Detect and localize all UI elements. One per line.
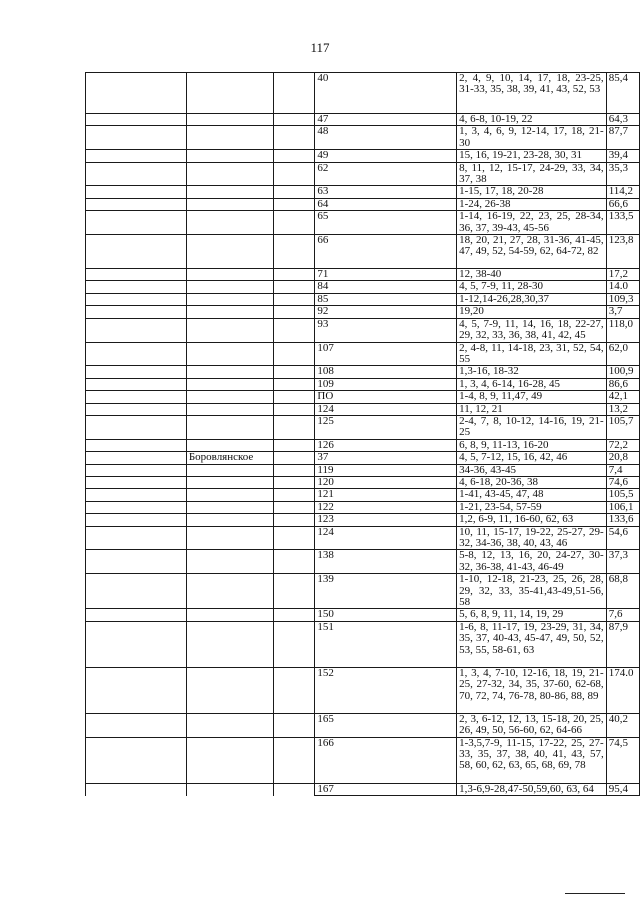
- quarter-number-cell: 85: [315, 293, 457, 305]
- column-1-cell: [86, 211, 187, 235]
- table-row: [86, 550, 640, 574]
- area-cell: 74,5: [606, 737, 639, 783]
- table-row: [86, 235, 640, 269]
- column-1-cell: [86, 667, 187, 713]
- district-cell: [186, 126, 273, 150]
- footer-rule: [565, 893, 625, 894]
- column-1-cell: [86, 621, 187, 667]
- vydels-cell: 10, 11, 15-17, 19-22, 25-27, 29-32, 34-36, 38, 40, 43, 46: [457, 526, 607, 550]
- vydels-cell: 5, 6, 8, 9, 11, 14, 19, 29: [457, 609, 607, 621]
- area-cell: 86,6: [606, 378, 639, 390]
- page-number: 117: [310, 40, 330, 55]
- table-row: [86, 574, 640, 609]
- column-3-cell: [274, 415, 315, 439]
- column-3-cell: [274, 126, 315, 150]
- district-cell: [186, 574, 273, 609]
- table-row: [86, 150, 640, 162]
- column-1-cell: [86, 514, 187, 526]
- vydels-cell: 4, 5, 7-9, 11, 28-30: [457, 281, 607, 293]
- column-3-cell: [274, 318, 315, 342]
- table-body: [86, 73, 640, 796]
- area-cell: 72,2: [606, 439, 639, 451]
- vydels-cell: 11, 12, 21: [457, 403, 607, 415]
- column-1-cell: [86, 783, 187, 795]
- district-cell: [186, 235, 273, 269]
- district-cell: [186, 489, 273, 501]
- area-cell: 37,3: [606, 550, 639, 574]
- area-cell: 40,2: [606, 713, 639, 737]
- column-1-cell: [86, 574, 187, 609]
- column-3-cell: [274, 73, 315, 114]
- table-row: [86, 378, 640, 390]
- column-1-cell: [86, 318, 187, 342]
- column-3-cell: [274, 489, 315, 501]
- quarter-number-cell: 71: [315, 269, 457, 281]
- vydels-cell: 1-4, 8, 9, 11,47, 49: [457, 391, 607, 403]
- district-cell: [186, 366, 273, 378]
- quarter-number-cell: 107: [315, 342, 457, 366]
- table-row: [86, 293, 640, 305]
- quarter-number-cell: 40: [315, 73, 457, 114]
- column-3-cell: [274, 378, 315, 390]
- quarter-number-cell: 123: [315, 514, 457, 526]
- quarter-number-cell: 121: [315, 489, 457, 501]
- vydels-cell: 12, 38-40: [457, 269, 607, 281]
- quarter-number-cell: 65: [315, 211, 457, 235]
- quarter-number-cell: 166: [315, 737, 457, 783]
- vydels-cell: 1-21, 23-54, 57-59: [457, 501, 607, 513]
- area-cell: 85,4: [606, 73, 639, 114]
- column-1-cell: [86, 415, 187, 439]
- area-cell: 133,5: [606, 211, 639, 235]
- column-3-cell: [274, 574, 315, 609]
- vydels-cell: 1-10, 12-18, 21-23, 25, 26, 28, 29, 32, 33, 35-41,43-49,51-56, 58: [457, 574, 607, 609]
- column-1-cell: [86, 550, 187, 574]
- table-row: [86, 476, 640, 488]
- area-cell: 39,4: [606, 150, 639, 162]
- column-1-cell: [86, 162, 187, 186]
- vydels-cell: 1-12,14-26,28,30,37: [457, 293, 607, 305]
- table-row: [86, 403, 640, 415]
- table-row: [86, 186, 640, 198]
- district-cell: [186, 306, 273, 318]
- table-row: [86, 198, 640, 210]
- vydels-cell: 1,3-16, 18-32: [457, 366, 607, 378]
- quarter-number-cell: 109: [315, 378, 457, 390]
- area-cell: 13,2: [606, 403, 639, 415]
- district-cell: [186, 281, 273, 293]
- column-1-cell: [86, 306, 187, 318]
- district-cell: [186, 526, 273, 550]
- table-row: [86, 269, 640, 281]
- column-3-cell: [274, 403, 315, 415]
- column-1-cell: [86, 501, 187, 513]
- area-cell: 68,8: [606, 574, 639, 609]
- column-3-cell: [274, 439, 315, 451]
- area-cell: 87,9: [606, 621, 639, 667]
- vydels-cell: 6, 8, 9, 11-13, 16-20: [457, 439, 607, 451]
- column-1-cell: [86, 489, 187, 501]
- column-3-cell: [274, 550, 315, 574]
- district-cell: [186, 186, 273, 198]
- area-cell: 133,6: [606, 514, 639, 526]
- column-3-cell: [274, 211, 315, 235]
- district-cell: [186, 162, 273, 186]
- quarter-number-cell: 66: [315, 235, 457, 269]
- vydels-cell: 4, 6-18, 20-36, 38: [457, 476, 607, 488]
- area-cell: 54,6: [606, 526, 639, 550]
- vydels-cell: 18, 20, 21, 27, 28, 31-36, 41-45, 47, 49, 52, 54-59, 62, 64-72, 82: [457, 235, 607, 269]
- area-cell: 105,7: [606, 415, 639, 439]
- column-3-cell: [274, 737, 315, 783]
- column-1-cell: [86, 366, 187, 378]
- column-1-cell: [86, 269, 187, 281]
- district-cell: [186, 293, 273, 305]
- column-1-cell: [86, 476, 187, 488]
- column-3-cell: [274, 609, 315, 621]
- district-cell: [186, 501, 273, 513]
- column-3-cell: [274, 198, 315, 210]
- column-3-cell: [274, 713, 315, 737]
- district-cell: [186, 378, 273, 390]
- column-1-cell: [86, 126, 187, 150]
- area-cell: 105,5: [606, 489, 639, 501]
- column-3-cell: [274, 342, 315, 366]
- vydels-cell: 8, 11, 12, 15-17, 24-29, 33, 34, 37, 38: [457, 162, 607, 186]
- column-1-cell: [86, 378, 187, 390]
- column-3-cell: [274, 526, 315, 550]
- quarter-number-cell: 47: [315, 114, 457, 126]
- district-cell: [186, 621, 273, 667]
- table-row: [86, 464, 640, 476]
- column-3-cell: [274, 162, 315, 186]
- quarter-number-cell: 120: [315, 476, 457, 488]
- column-1-cell: [86, 235, 187, 269]
- district-cell: [186, 73, 273, 114]
- vydels-cell: 1-24, 26-38: [457, 198, 607, 210]
- quarter-number-cell: 124: [315, 403, 457, 415]
- quarter-number-cell: 125: [315, 415, 457, 439]
- area-cell: 17,2: [606, 269, 639, 281]
- column-3-cell: [274, 783, 315, 795]
- quarter-number-cell: 48: [315, 126, 457, 150]
- area-cell: 74,6: [606, 476, 639, 488]
- column-3-cell: [274, 186, 315, 198]
- area-cell: 174.0: [606, 667, 639, 713]
- quarter-number-cell: 124: [315, 526, 457, 550]
- column-1-cell: [86, 464, 187, 476]
- district-cell: [186, 403, 273, 415]
- district-cell: [186, 667, 273, 713]
- column-3-cell: [274, 514, 315, 526]
- vydels-cell: 1, 3, 4, 7-10, 12-16, 18, 19, 21-25, 27-32, 34, 35, 37-60, 62-68, 70, 72, 74, 76-78, 80-86, 88, 89: [457, 667, 607, 713]
- table-row: [86, 452, 640, 464]
- vydels-cell: 4, 5, 7-9, 11, 14, 16, 18, 22-27, 29, 32, 33, 36, 38, 41, 42, 45: [457, 318, 607, 342]
- area-cell: 109,3: [606, 293, 639, 305]
- vydels-cell: 2, 4, 9, 10, 14, 17, 18, 23-25, 31-33, 35, 38, 39, 41, 43, 52, 53: [457, 73, 607, 114]
- quarter-number-cell: 93: [315, 318, 457, 342]
- column-1-cell: [86, 713, 187, 737]
- table-row: [86, 501, 640, 513]
- table-row: [86, 526, 640, 550]
- table-row: [86, 114, 640, 126]
- district-cell: [186, 464, 273, 476]
- quarter-number-cell: 84: [315, 281, 457, 293]
- table-row: [86, 609, 640, 621]
- district-cell: [186, 391, 273, 403]
- column-3-cell: [274, 391, 315, 403]
- quarter-number-cell: 108: [315, 366, 457, 378]
- quarter-number-cell: 152: [315, 667, 457, 713]
- vydels-cell: 1-6, 8, 11-17, 19, 23-29, 31, 34, 35, 37, 40-43, 45-47, 49, 50, 52, 53, 55, 58-61, 63: [457, 621, 607, 667]
- column-1-cell: [86, 342, 187, 366]
- district-cell: [186, 713, 273, 737]
- area-cell: 106,1: [606, 501, 639, 513]
- table-row: [86, 737, 640, 783]
- vydels-cell: 34-36, 43-45: [457, 464, 607, 476]
- vydels-cell: 1,2, 6-9, 11, 16-60, 62, 63: [457, 514, 607, 526]
- quarter-number-cell: 150: [315, 609, 457, 621]
- vydels-cell: 1,3-6,9-28,47-50,59,60, 63, 64: [457, 783, 607, 795]
- column-3-cell: [274, 501, 315, 513]
- column-1-cell: [86, 526, 187, 550]
- district-cell: Боровлянское: [186, 452, 273, 464]
- table-row: [86, 415, 640, 439]
- vydels-cell: 19,20: [457, 306, 607, 318]
- table-row: [86, 73, 640, 114]
- vydels-cell: 15, 16, 19-21, 23-28, 30, 31: [457, 150, 607, 162]
- area-cell: 42,1: [606, 391, 639, 403]
- column-3-cell: [274, 269, 315, 281]
- column-1-cell: [86, 114, 187, 126]
- column-1-cell: [86, 186, 187, 198]
- column-3-cell: [274, 621, 315, 667]
- district-cell: [186, 342, 273, 366]
- area-cell: 66,6: [606, 198, 639, 210]
- column-1-cell: [86, 73, 187, 114]
- column-3-cell: [274, 366, 315, 378]
- vydels-cell: 5-8, 12, 13, 16, 20, 24-27, 30-32, 36-38, 41-43, 46-49: [457, 550, 607, 574]
- quarter-number-cell: 165: [315, 713, 457, 737]
- table-row: [86, 366, 640, 378]
- district-cell: [186, 783, 273, 795]
- vydels-cell: 2, 4-8, 11, 14-18, 23, 31, 52, 54, 55: [457, 342, 607, 366]
- column-3-cell: [274, 476, 315, 488]
- area-cell: 114,2: [606, 186, 639, 198]
- district-cell: [186, 514, 273, 526]
- quarter-number-cell: 92: [315, 306, 457, 318]
- column-3-cell: [274, 667, 315, 713]
- district-cell: [186, 211, 273, 235]
- table-row: [86, 439, 640, 451]
- table-row: [86, 126, 640, 150]
- area-cell: 64,3: [606, 114, 639, 126]
- vydels-cell: 1-41, 43-45, 47, 48: [457, 489, 607, 501]
- quarter-number-cell: ПО: [315, 391, 457, 403]
- vydels-cell: 2-4, 7, 8, 10-12, 14-16, 19, 21-25: [457, 415, 607, 439]
- column-1-cell: [86, 293, 187, 305]
- quarter-number-cell: 63: [315, 186, 457, 198]
- table-row: [86, 281, 640, 293]
- area-cell: 20,8: [606, 452, 639, 464]
- vydels-cell: 1-14, 16-19, 22, 23, 25, 28-34, 36, 37, 39-43, 45-56: [457, 211, 607, 235]
- area-cell: 118,0: [606, 318, 639, 342]
- district-cell: [186, 150, 273, 162]
- column-3-cell: [274, 306, 315, 318]
- column-3-cell: [274, 293, 315, 305]
- column-3-cell: [274, 150, 315, 162]
- vydels-cell: 1, 3, 4, 6, 9, 12-14, 17, 18, 21-30: [457, 126, 607, 150]
- quarter-number-cell: 37: [315, 452, 457, 464]
- forest-table: [85, 72, 640, 796]
- quarter-number-cell: 138: [315, 550, 457, 574]
- quarter-number-cell: 122: [315, 501, 457, 513]
- column-1-cell: [86, 403, 187, 415]
- column-1-cell: [86, 452, 187, 464]
- district-cell: [186, 269, 273, 281]
- district-cell: [186, 737, 273, 783]
- column-3-cell: [274, 464, 315, 476]
- quarter-number-cell: 119: [315, 464, 457, 476]
- quarter-number-cell: 62: [315, 162, 457, 186]
- column-1-cell: [86, 150, 187, 162]
- quarter-number-cell: 49: [315, 150, 457, 162]
- district-cell: [186, 609, 273, 621]
- column-3-cell: [274, 281, 315, 293]
- table-row: [86, 783, 640, 795]
- column-3-cell: [274, 114, 315, 126]
- area-cell: 7,4: [606, 464, 639, 476]
- area-cell: 3,7: [606, 306, 639, 318]
- district-cell: [186, 318, 273, 342]
- quarter-number-cell: 64: [315, 198, 457, 210]
- area-cell: 7,6: [606, 609, 639, 621]
- quarter-number-cell: 151: [315, 621, 457, 667]
- table-row: [86, 162, 640, 186]
- column-1-cell: [86, 391, 187, 403]
- area-cell: 35,3: [606, 162, 639, 186]
- column-1-cell: [86, 609, 187, 621]
- table-row: [86, 489, 640, 501]
- area-cell: 100,9: [606, 366, 639, 378]
- area-cell: 14.0: [606, 281, 639, 293]
- district-cell: [186, 415, 273, 439]
- column-1-cell: [86, 198, 187, 210]
- quarter-number-cell: 126: [315, 439, 457, 451]
- quarter-number-cell: 167: [315, 783, 457, 795]
- vydels-cell: 1-3,5,7-9, 11-15, 17-22, 25, 27-33, 35, 37, 38, 40, 41, 43, 57, 58, 60, 62, 63, 65, 68, 69, 78: [457, 737, 607, 783]
- area-cell: 87,7: [606, 126, 639, 150]
- table-row: [86, 318, 640, 342]
- column-1-cell: [86, 737, 187, 783]
- column-3-cell: [274, 235, 315, 269]
- area-cell: 123,8: [606, 235, 639, 269]
- quarter-number-cell: 139: [315, 574, 457, 609]
- vydels-cell: 4, 5, 7-12, 15, 16, 42, 46: [457, 452, 607, 464]
- district-cell: [186, 198, 273, 210]
- column-1-cell: [86, 281, 187, 293]
- area-cell: 95,4: [606, 783, 639, 795]
- vydels-cell: 4, 6-8, 10-19, 22: [457, 114, 607, 126]
- district-cell: [186, 114, 273, 126]
- column-1-cell: [86, 439, 187, 451]
- table-row: [86, 211, 640, 235]
- table-row: [86, 621, 640, 667]
- area-cell: 62,0: [606, 342, 639, 366]
- vydels-cell: 1, 3, 4, 6-14, 16-28, 45: [457, 378, 607, 390]
- table-row: [86, 391, 640, 403]
- column-3-cell: [274, 452, 315, 464]
- table-row: [86, 514, 640, 526]
- district-cell: [186, 550, 273, 574]
- district-cell: [186, 439, 273, 451]
- table-row: [86, 667, 640, 713]
- table-row: [86, 713, 640, 737]
- district-cell: [186, 476, 273, 488]
- table-row: [86, 342, 640, 366]
- vydels-cell: 2, 3, 6-12, 12, 13, 15-18, 20, 25, 26, 49, 50, 56-60, 62, 64-66: [457, 713, 607, 737]
- vydels-cell: 1-15, 17, 18, 20-28: [457, 186, 607, 198]
- table-row: [86, 306, 640, 318]
